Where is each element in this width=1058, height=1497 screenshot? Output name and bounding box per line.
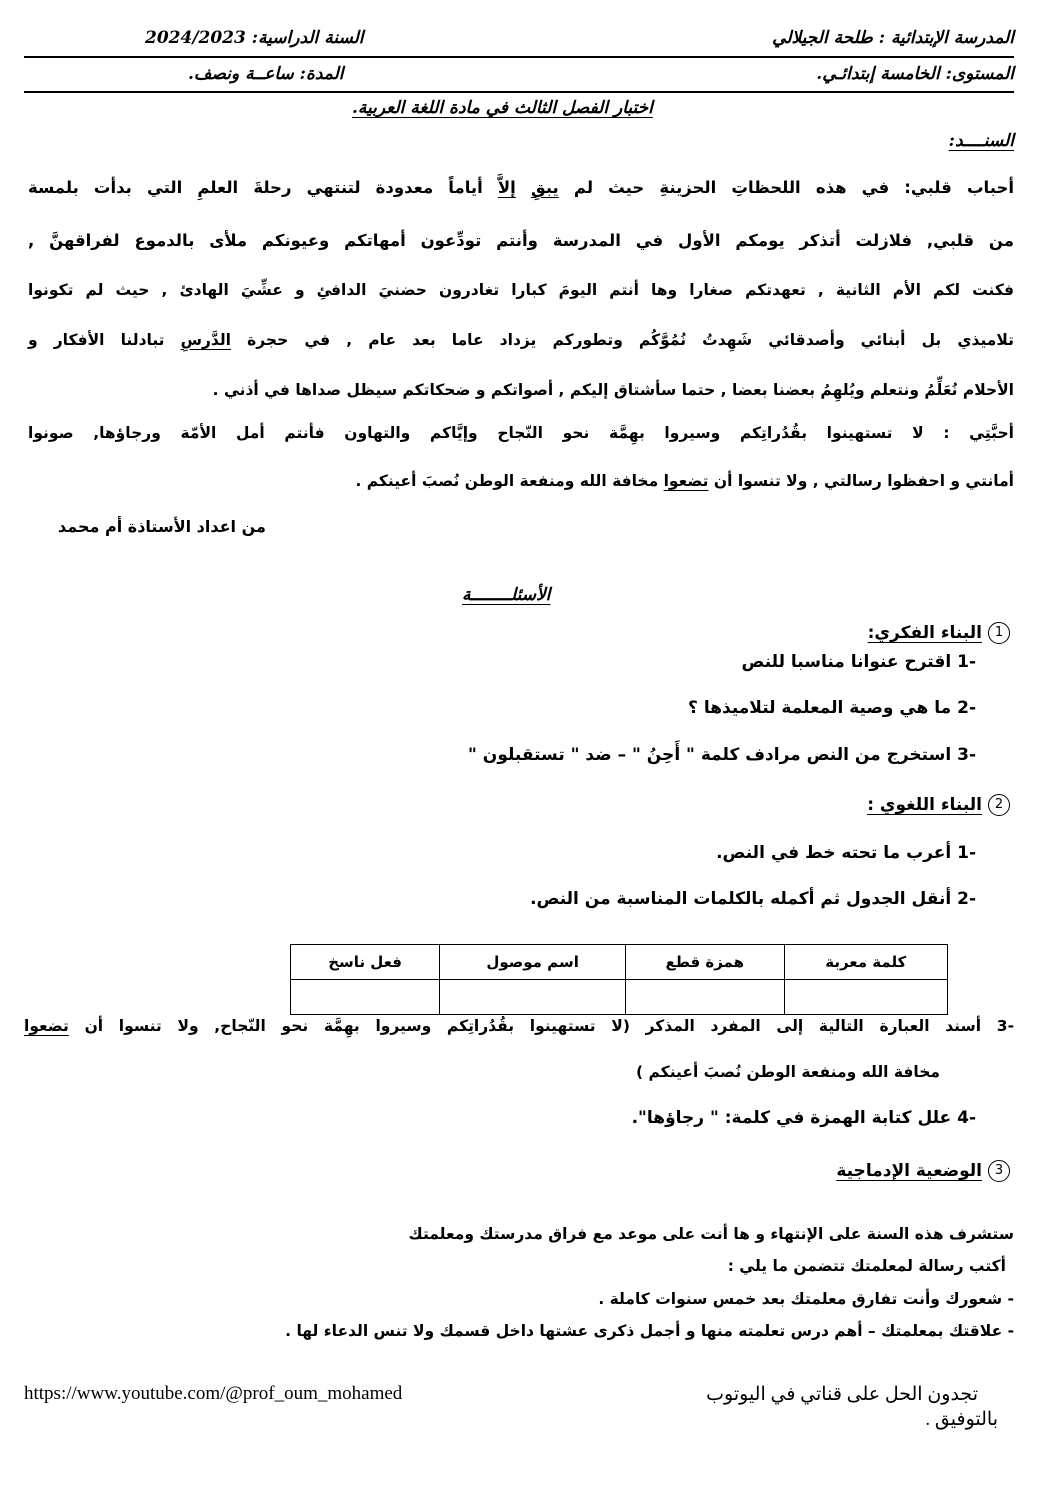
youtube-link[interactable]: https://www.youtube.com/@prof_oum_mohamed <box>24 1383 403 1404</box>
exam-duration: المدة: ساعــة ونصف. <box>188 64 344 84</box>
table-header-cell: كلمة معربة <box>784 945 947 980</box>
table-answer-cell[interactable] <box>625 980 784 1015</box>
table-answer-cell[interactable] <box>440 980 626 1015</box>
table-header-cell: فعل ناسخ <box>291 945 440 980</box>
table-answer-row <box>291 980 948 1015</box>
header-divider-1 <box>24 56 1014 58</box>
task-line: أكتب رسالة لمعلمتك تتضمن ما يلي : <box>727 1257 1006 1275</box>
question-item: -3 استخرج من النص مرادف كلمة " أَحِنُ " – ضد " تستقبلون " <box>468 745 976 765</box>
underlined-word: إلاَّ <box>497 178 516 197</box>
author-credit: من اعداد الأستاذة أم محمد <box>58 517 266 536</box>
section3-title: الوضعية الإدماجية <box>836 1161 982 1181</box>
passage-line: أمانتي و احفظوا رسالتي , ولا تنسوا أن تضعوا مخافة الله ومنفعة الوطن نُصبَ أعينكم . <box>355 472 1014 490</box>
task-line: - علاقتك بمعلمتك – أهم درس تعلمته منها و أجمل ذكرى عشتها داخل قسمك ولا تنس الدعاء لها . <box>285 1322 1014 1340</box>
underlined-word: تضعوا <box>24 1017 69 1035</box>
school-year: السنة الدراسية: 2024/2023 <box>145 28 364 48</box>
number-circle-icon: 1 <box>988 622 1010 644</box>
passage-line: الأحلام نُعَلِّمُ ونتعلم ويُلهِمُ بعضنا بعضا , حتما سأشتاق إليكم , أصواتكم و ضحكاتكم سيظل صداها في أذني . <box>212 381 1014 399</box>
question-item: -1 أعرب ما تحته خط في النص. <box>716 843 976 863</box>
table-header-cell: همزة قطع <box>625 945 784 980</box>
school-name: المدرسة الإبتدائية : طلحة الجيلالي <box>772 28 1014 48</box>
closing-note: بالتوفيق . <box>925 1409 998 1430</box>
question-item: -4 علل كتابة الهمزة في كلمة: " رجاؤها". <box>631 1108 976 1128</box>
exam-title: اختبار الفصل الثالث في مادة اللغة العربية. <box>352 98 653 118</box>
number-circle-icon: 3 <box>988 1160 1010 1182</box>
section3-heading <box>836 1160 1010 1182</box>
table-header-cell: اسم موصول <box>440 945 626 980</box>
table-header-row <box>291 945 948 980</box>
solution-note: تجدون الحل على قناتي في اليوتوب <box>706 1384 978 1405</box>
question-item: -2 أنقل الجدول ثم أكمله بالكلمات المناسبة من النص. <box>530 889 976 909</box>
table-answer-cell[interactable] <box>784 980 947 1015</box>
passage-line: تلاميذي بل أبنائي وأصدقائي شَهِدتُ نُمُوَّكُم وتطوركم يزداد عاما بعد عام , في حجرة الدَّرسِ تبادلنا الأفكار و <box>28 331 1014 349</box>
passage-line: أحباب قلبي: في هذه اللحظاتِ الحزينةِ حيث لم يبقِ إلاَّ أياماً معدودة لتنتهي رحلةَ العلمِ التي بدأت بلمسة <box>28 178 1014 197</box>
question-item-continued: مخافة الله ومنفعة الوطن نُصبَ أعينكم ) <box>636 1063 940 1081</box>
underlined-word: الدَّرسِ <box>180 331 231 349</box>
passage-line: فكنت لكم الأم الثانية , تعهدتكم صغارا وها أنتم اليومَ كبارا تغادرون حضنيَ الدافئِ و عشِّيَ الهادئ , حيث لم تكونوا <box>28 281 1014 299</box>
underlined-word: يبقِ <box>530 178 559 197</box>
grade-level: المستوى: الخامسة إبتدائـي. <box>816 64 1014 84</box>
questions-title: الأسئلــــــــة <box>462 585 551 605</box>
task-line: ستشرف هذه السنة على الإنتهاء و ها أنت على موعد مع فراق مدرستك ومعلمتك <box>408 1225 1014 1243</box>
question-item: -3 أسند العبارة التالية إلى المفرد المذكر (لا تستهينوا بقُدُراتِكم وسيروا بهِمَّة نحو النّجاح, ولا تنسوا أن تضعوا <box>24 1017 1014 1035</box>
question-item: -2 ما هي وصية المعلمة لتلاميذها ؟ <box>688 698 976 718</box>
section2-heading <box>867 794 1010 816</box>
task-line: - شعورك وأنت تفارق معلمتك بعد خمس سنوات كاملة . <box>598 1290 1014 1308</box>
text-section-label: السنــــد: <box>948 131 1014 151</box>
section2-title: البناء اللغوي : <box>867 795 982 815</box>
underlined-word: تضعوا <box>663 472 709 490</box>
passage-line: أحبَّتِي : لا تستهينوا بقُدُراتِكم وسيروا بهِمَّة نحو النّجاح وإيَّاكم والتهاون فأنتم أمل الأمّة ورجاؤها, صونوا <box>28 424 1014 442</box>
section1-title: البناء الفكري: <box>867 623 982 643</box>
section1-heading <box>868 622 1010 644</box>
table-answer-cell[interactable] <box>291 980 440 1015</box>
answer-table <box>290 944 948 1015</box>
header-divider-2 <box>24 91 1014 93</box>
number-circle-icon: 2 <box>988 794 1010 816</box>
passage-line: من قلبي, فلازلت أتذكر يومكم الأول في المدرسة وأنتم تودِّعون أمهاتكم وعيونكم ملأى بالدموع لفراقهنَّ , <box>28 231 1014 250</box>
question-item: -1 اقترح عنوانا مناسبا للنص <box>741 652 976 672</box>
